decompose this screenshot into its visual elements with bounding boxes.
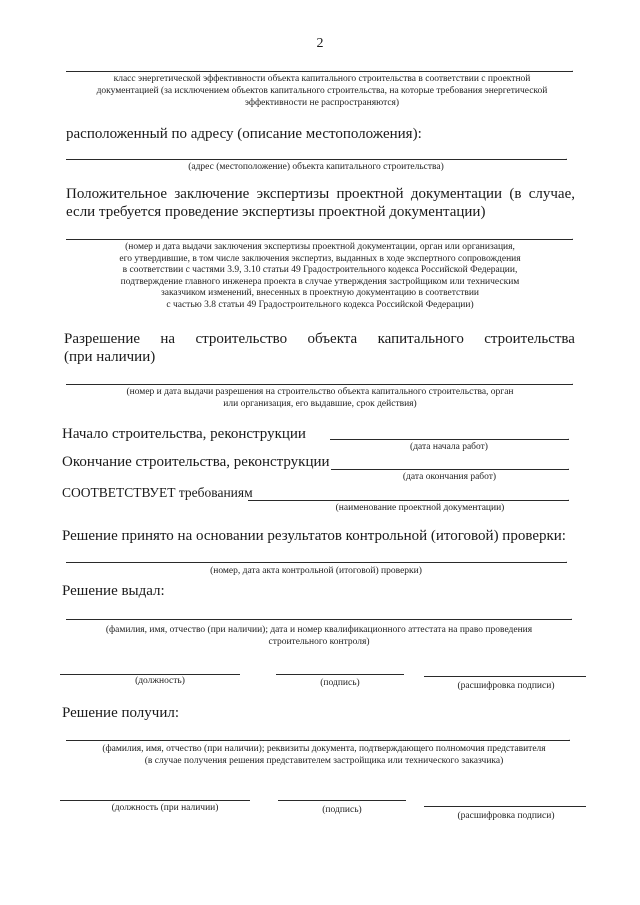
expertise-heading: Положительное заключение экспертизы проектной документации (в случае,	[66, 186, 575, 202]
permit-caption: (номер и дата выдачи разрешения на строительство объекта капитального строительства, орган или организация, его выдавшие, срок действия)	[126, 387, 514, 409]
received-position-line[interactable]	[60, 800, 250, 801]
location-line[interactable]	[66, 159, 566, 160]
conforms-line[interactable]	[248, 500, 568, 501]
end-caption: (дата окончания работ)	[402, 472, 497, 482]
issued-signature-line[interactable]	[276, 674, 404, 675]
end-date-line[interactable]	[331, 469, 568, 470]
energy-class-caption: класс энергетической эффективности объекта капитального строительства в соответствии с проектной документацией (за исключением объектов капитального строительства, на которые требования энергетической эффективности не распространяются)	[96, 74, 548, 108]
received-decoding-line[interactable]	[424, 806, 586, 807]
issued-position-caption: (должность)	[135, 676, 185, 686]
received-decoding-caption: (расшифровка подписи)	[457, 811, 555, 821]
issued-signature-caption: (подпись)	[320, 678, 360, 688]
received-line[interactable]	[66, 740, 569, 741]
received-signature-caption: (подпись)	[322, 805, 362, 815]
received-signature-line[interactable]	[278, 800, 406, 801]
basis-caption: (номер, дата акта контрольной (итоговой) проверки)	[210, 566, 422, 576]
page-number: 2	[316, 36, 324, 51]
received-position-caption: (должность (при наличии)	[111, 803, 219, 813]
conforms-label: СООТВЕТСТВУЕТ требованиям	[62, 485, 253, 500]
permit-line[interactable]	[66, 384, 572, 385]
conforms-caption: (наименование проектной документации)	[335, 503, 505, 513]
issued-decoding-line[interactable]	[424, 676, 586, 677]
issued-caption: (фамилия, имя, отчество (при наличии); дата и номер квалификационного аттестата на право проведения строительного контроля)	[105, 625, 533, 647]
expertise-caption: (номер и дата выдачи заключения экспертизы проектной документации, орган или организация, его утвердившие, в том числе заключения экспертиз, выданных в ходе экспертного сопровождения в соответствии с частями 3.9, 3.10 статьи 49 Градостроительного кодекса Российской Федерации, подтверждение главного инженера проекта в случае утверждения застройщиком или техническим заказчиком изменений, внесенных в проектную документацию в соответствии с частью 3.8 статьи 49 Градостроительного кодекса Российской Федерации)	[119, 242, 521, 310]
received-heading: Решение получил:	[62, 705, 180, 721]
received-caption: (фамилия, имя, отчество (при наличии); реквизиты документа, подтверждающего полномочия представителя (в случае получения решения представителем застройщика или технического заказчика)	[102, 744, 546, 766]
energy-class-line[interactable]	[66, 71, 572, 72]
start-label: Начало строительства, реконструкции	[62, 426, 306, 442]
permit-heading-line2: (при наличии)	[64, 349, 156, 365]
location-heading: расположенный по адресу (описание местоположения):	[66, 126, 422, 142]
basis-line[interactable]	[66, 562, 566, 563]
issued-heading: Решение выдал:	[62, 583, 165, 599]
expertise-heading-line2: если требуется проведение экспертизы проектной документации)	[66, 204, 486, 220]
end-label: Окончание строительства, реконструкции	[62, 454, 330, 470]
issued-line[interactable]	[66, 619, 571, 620]
issued-decoding-caption: (расшифровка подписи)	[457, 681, 555, 691]
permit-heading: Разрешение на строительство объекта капитального строительства	[64, 331, 575, 347]
basis-heading: Решение принято на основании результатов контрольной (итоговой) проверки:	[62, 528, 566, 544]
form-page: 2 . класс энергетической эффективности объекта капитального строительства в соответствии с проектной документацией (за исключением объектов капитального строительства, на которые требования энергетической эффективности не распространяются) расположенный по адресу (описание местоположения): . (адрес (местоположение) объекта капитального строительства) Положительное заключение экспертизы проектной документации (в случае, если требуется проведение экспертизы проектной документации) . (номер и дата выдачи заключения экспертизы проектной документации, орган или организация, его утвердившие, в том числе заключения экспертиз, выданных в ходе экспертного сопровождения в соответствии с частями 3.9, 3.10 статьи 49 Градостроительного кодекса Российской Федерации, подтверждение главного инженера проекта в случае утверждения застройщиком или техническим заказчиком изменений, внесенных в проектную документацию в соответствии с частью 3.8 статьи 49 Градостроительного кодекса Российской Федерации) Разрешение на строительство объекта капитального строительства (при наличии) . (номер и дата выдачи разрешения на строительство объекта капитального строительства, орган или организация, его выдавшие, срок действия) Начало строительства, реконструкции . (дата начала работ) Окончание строительства, реконструкции . (дата окончания работ) СООТВЕТСТВУЕТ требованиям . (наименование проектной документации) Решение принято на основании результатов контрольной (итоговой) проверки: . (номер, дата акта контрольной (итоговой) проверки) Решение выдал: . (фамилия, имя, отчество (при наличии); дата и номер квалификационного аттестата на право проведения строительного контроля) (должность) (подпись) (расшифровка подписи) Решение получил: . (фамилия, имя, отчество (при наличии); реквизиты документа, подтверждающего полномочия представителя (в случае получения решения представителем застройщика или технического заказчика) (должность (при наличии) (подпись) (расшифровка подписи)	[0, 0, 640, 905]
expertise-line[interactable]	[66, 239, 572, 240]
location-caption: (адрес (местоположение) объекта капитального строительства)	[188, 162, 444, 172]
start-date-line[interactable]	[330, 439, 568, 440]
start-caption: (дата начала работ)	[410, 442, 488, 452]
